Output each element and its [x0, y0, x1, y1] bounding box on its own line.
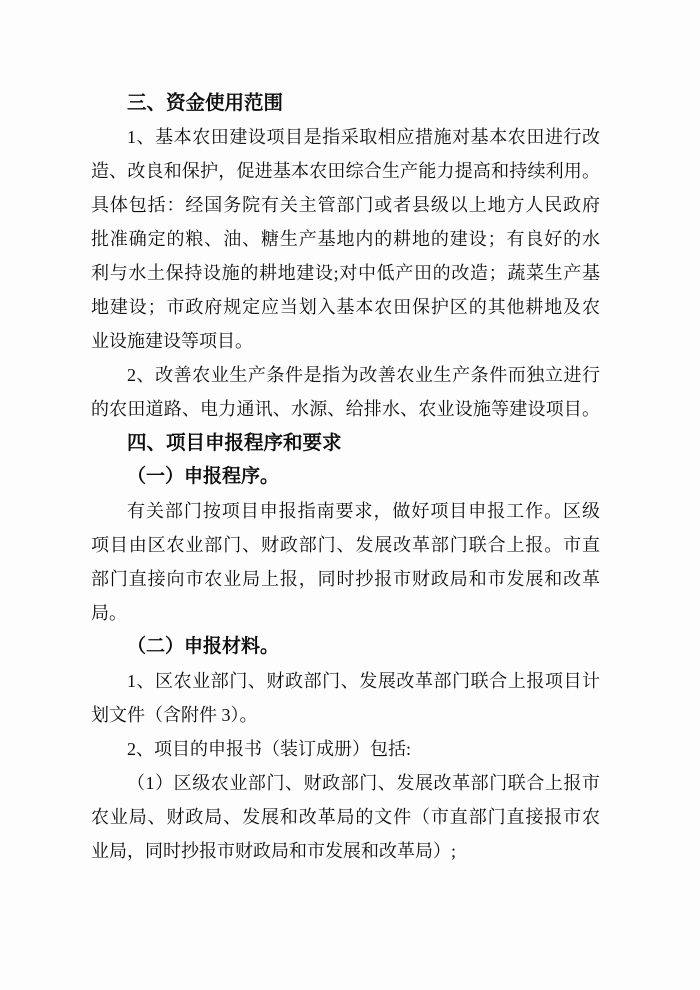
body-line: 1、区农业部门、财政部门、发展改革部门联合上报项目计 — [127, 671, 600, 691]
body-line: 划文件（含附件 3）。 — [91, 705, 258, 725]
subheading-line: （二）申报材料。 — [127, 636, 280, 657]
body-line: 农业局、财政局、发展和改革局的文件（市直部门直接报市农 — [91, 807, 600, 827]
body-line: （1）区级农业部门、财政部门、发展改革部门联合上报市 — [127, 773, 600, 793]
body-line: 批准确定的粮、油、糖生产基地内的耕地的建设；有良好的水 — [91, 229, 600, 249]
body-line: 利与水土保持设施的耕地建设;对中低产田的改造；蔬菜生产基 — [91, 263, 600, 283]
body-line: 的农田道路、电力通讯、水源、给排水、农业设施等建设项目。 — [91, 399, 600, 419]
body-line: 地建设；市政府规定应当划入基本农田保护区的其他耕地及农 — [91, 297, 600, 317]
body-line: 2、改善农业生产条件是指为改善农业生产条件而独立进行 — [127, 365, 600, 385]
body-line: 1、基本农田建设项目是指采取相应措施对基本农田进行改 — [127, 127, 600, 147]
document-body — [91, 86, 600, 868]
body-line: 造、改良和保护，促进基本农田综合生产能力提高和持续利用。 — [91, 161, 600, 181]
body-line: 部门直接向市农业局上报，同时抄报市财政局和市发展和改革 — [91, 569, 600, 589]
subheading-line: （一）申报程序。 — [127, 466, 280, 487]
body-line: 局。 — [91, 603, 127, 623]
body-line: 具体包括：经国务院有关主管部门或者县级以上地方人民政府 — [91, 195, 600, 215]
body-line: 2、项目的申报书（装订成册）包括: — [127, 739, 411, 759]
body-line: 项目由区农业部门、财政部门、发展改革部门联合上报。市直 — [91, 535, 600, 555]
body-line: 有关部门按项目申报指南要求，做好项目申报工作。区级 — [127, 501, 600, 521]
heading-line: 四、项目申报程序和要求 — [127, 432, 342, 454]
heading-line: 三、资金使用范围 — [127, 92, 284, 114]
body-line: 业局，同时抄报市财政局和市发展和改革局）; — [91, 841, 456, 861]
body-line: 业设施建设等项目。 — [91, 331, 253, 351]
